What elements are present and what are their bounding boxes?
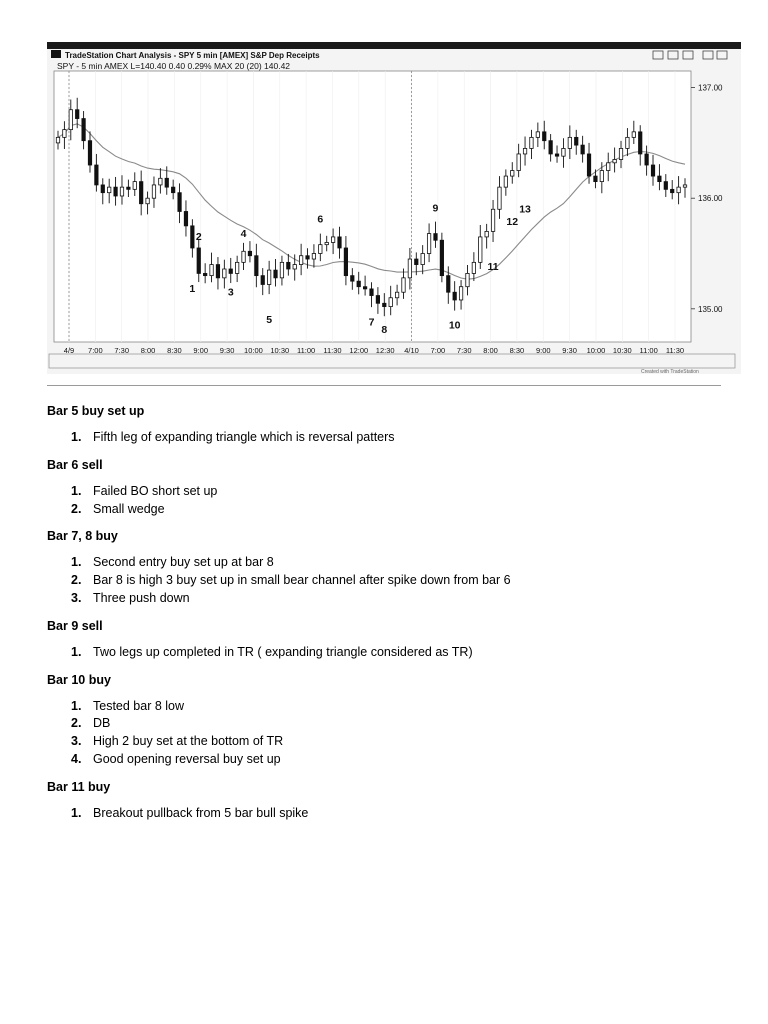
candle-body — [338, 237, 341, 248]
candle-body — [223, 269, 226, 278]
list-item-text: DB — [93, 716, 111, 731]
bar-number-label: 13 — [519, 203, 531, 216]
x-tick-label: 8:30 — [167, 346, 182, 355]
section-heading: Bar 6 sell — [47, 457, 103, 472]
list-number: 2. — [71, 716, 82, 731]
x-tick-label: 8:30 — [509, 346, 525, 355]
candle-body — [658, 176, 661, 182]
candle-body — [56, 137, 59, 143]
x-tick-label: 11:30 — [665, 346, 685, 355]
candle-body — [671, 189, 674, 192]
x-tick-label: 4/9 — [63, 346, 75, 355]
window-title: TradeStation Chart Analysis - SPY 5 min [AMEX] S&P Dep Receipts — [65, 51, 320, 60]
list-number: 1. — [71, 644, 82, 659]
bar-number-label: 7 — [368, 316, 375, 329]
candle-body — [498, 187, 501, 209]
candle-body — [133, 182, 136, 190]
candle-body — [459, 287, 462, 300]
bar-number-label: 6 — [317, 213, 324, 226]
candle-body — [651, 165, 654, 176]
list-item-text: Good opening reversal buy set up — [93, 751, 281, 766]
list-item-text: Failed BO short set up — [93, 483, 218, 498]
bar-number-label: 1 — [189, 283, 196, 296]
candle-body — [408, 259, 411, 278]
list-item — [47, 715, 727, 733]
bar-number-label: 10 — [448, 319, 461, 332]
candle-body — [504, 176, 507, 187]
candle-body — [325, 242, 328, 244]
list-item-text: Small wedge — [93, 501, 165, 516]
candle-body — [178, 193, 181, 212]
list-item — [47, 429, 727, 447]
candle-body — [203, 273, 206, 275]
window-title-bar — [47, 42, 741, 49]
candle-body — [351, 276, 354, 282]
candle-body — [395, 292, 398, 298]
list-item-text: Bar 8 is high 3 buy set up in small bear channel after spike down from bar 6 — [93, 573, 511, 588]
list-item-text: Two legs up completed in TR ( expanding triangle considered as TR) — [93, 644, 473, 659]
candle-body — [357, 281, 360, 287]
list-number: 2. — [71, 501, 82, 516]
candle-body — [152, 185, 155, 198]
chart-credit: Created with TradeStation — [641, 369, 699, 374]
list-number: 1. — [71, 698, 82, 713]
candle-body — [517, 154, 520, 171]
x-tick-label: 12:00 — [349, 346, 369, 355]
x-tick-label: 12:30 — [375, 346, 395, 355]
candle-body — [402, 278, 405, 292]
symbol-info-line: SPY - 5 min AMEX L=140.40 0.40 0.29% MAX 20 (20) 140.42 — [57, 61, 291, 71]
candle-body — [242, 251, 245, 262]
candle-body — [344, 248, 347, 276]
candle-body — [434, 234, 437, 241]
list-number: 1. — [71, 430, 82, 444]
candle-body — [267, 270, 270, 284]
list-item-text: Breakout pullback from 5 bar bull spike — [93, 805, 309, 820]
section-heading: Bar 11 buy — [47, 779, 111, 794]
horizontal-divider — [47, 385, 721, 386]
bar-number-label: 12 — [506, 215, 519, 228]
candle-body — [511, 171, 514, 177]
candle-body — [389, 298, 392, 307]
list-item-text: Tested bar 8 low — [93, 698, 185, 713]
candle-body — [139, 182, 142, 204]
candle-body — [370, 289, 373, 296]
bar-number-label: 4 — [240, 227, 247, 240]
x-tick-label: 9:30 — [562, 346, 577, 355]
list-number: 4. — [71, 751, 82, 766]
candle-body — [248, 251, 251, 255]
list-item-text: Three push down — [93, 590, 190, 605]
candle-body — [415, 259, 418, 265]
list-item — [47, 805, 727, 823]
candle-body — [440, 240, 443, 275]
list-item — [47, 572, 727, 590]
x-tick-label: 11:00 — [297, 346, 316, 355]
x-tick-label: 7:30 — [114, 346, 130, 355]
app-icon — [51, 50, 61, 58]
candle-body — [331, 237, 334, 243]
candle-body — [581, 145, 584, 154]
candle-body — [293, 265, 296, 269]
candle-body — [261, 276, 264, 285]
section-heading: Bar 7, 8 buy — [47, 529, 118, 544]
list-item-text: Second entry buy set up at bar 8 — [93, 555, 274, 570]
candle-body — [274, 270, 277, 278]
candle-body — [523, 148, 526, 154]
candle-body — [255, 256, 258, 276]
numbered-list — [47, 429, 727, 447]
candle-body — [632, 132, 635, 138]
candlestick-chart — [47, 42, 741, 374]
list-item — [47, 644, 727, 662]
list-number: 2. — [71, 573, 82, 588]
bar-number-label: 11 — [487, 261, 499, 274]
list-number: 3. — [71, 734, 82, 749]
x-tick-label: 10:30 — [270, 346, 290, 355]
list-item — [47, 554, 727, 572]
candle-body — [479, 237, 482, 262]
candle-body — [299, 256, 302, 265]
list-number: 3. — [71, 590, 82, 605]
x-tick-label: 4/10 — [404, 346, 419, 355]
candle-body — [280, 262, 283, 277]
candle-body — [165, 178, 168, 187]
candle-body — [683, 185, 686, 187]
x-tick-label: 9:00 — [535, 346, 551, 355]
section-heading: Bar 9 sell — [47, 618, 103, 633]
candle-body — [197, 248, 200, 273]
bar-number-label: 5 — [266, 314, 273, 327]
candle-body — [383, 303, 386, 306]
candle-body — [191, 226, 194, 248]
numbered-list — [47, 805, 727, 823]
x-tick-label: 10:00 — [244, 346, 263, 355]
candle-body — [555, 154, 558, 156]
candle-body — [75, 110, 78, 119]
candle-body — [607, 163, 610, 171]
candle-body — [107, 187, 110, 193]
list-item — [47, 590, 727, 608]
x-tick-label: 7:30 — [456, 346, 472, 355]
candle-body — [664, 182, 667, 190]
x-tick-label: 8:00 — [140, 346, 156, 355]
candle-body — [63, 130, 66, 138]
candle-body — [210, 265, 213, 276]
candle-body — [575, 137, 578, 145]
candle-body — [421, 254, 424, 265]
candle-body — [146, 198, 149, 204]
candle-body — [639, 132, 642, 154]
list-item — [47, 698, 727, 716]
candle-body — [171, 187, 174, 193]
candle-body — [82, 119, 85, 141]
x-tick-label: 9:30 — [219, 346, 235, 355]
candle-body — [363, 287, 366, 289]
section-heading: Bar 5 buy set up — [47, 404, 145, 418]
candle-body — [619, 148, 622, 159]
candle-body — [594, 176, 597, 182]
list-item-text: Fifth leg of expanding triangle which is reversal patters — [93, 430, 395, 444]
numbered-list — [47, 483, 727, 519]
candle-body — [530, 137, 533, 148]
y-tick-label: 137.00 — [698, 83, 723, 93]
bar-number-label: 3 — [227, 286, 234, 299]
list-number: 1. — [71, 483, 82, 498]
section-heading: Bar 10 buy — [47, 672, 111, 687]
bar-number-label: 9 — [432, 202, 439, 215]
candle-body — [69, 110, 72, 130]
x-tick-label: 11:30 — [323, 346, 342, 355]
candle-body — [159, 178, 162, 185]
y-tick-label: 136.00 — [698, 194, 723, 204]
candle-body — [587, 154, 590, 176]
x-tick-label: 7:00 — [430, 346, 446, 355]
x-tick-label: 11:00 — [639, 346, 658, 355]
x-tick-label: 10:00 — [586, 346, 606, 355]
candle-body — [95, 165, 98, 185]
candle-body — [127, 187, 130, 189]
candle-body — [677, 187, 680, 193]
y-tick-label: 135.00 — [698, 304, 723, 314]
candle-body — [216, 265, 219, 278]
candle-body — [120, 187, 123, 196]
candle-body — [235, 262, 238, 273]
list-item — [47, 501, 727, 519]
numbered-list — [47, 644, 727, 662]
candle-body — [491, 209, 494, 231]
candle-body — [453, 292, 456, 300]
candle-body — [114, 187, 117, 196]
list-item — [47, 733, 727, 751]
candle-body — [306, 256, 309, 259]
candle-body — [626, 137, 629, 148]
list-item — [47, 483, 727, 501]
candle-body — [543, 132, 546, 141]
x-tick-label: 10:30 — [612, 346, 632, 355]
list-number: 1. — [71, 555, 82, 570]
candle-body — [536, 132, 539, 138]
candle-body — [312, 254, 315, 260]
candle-body — [229, 269, 232, 273]
candle-body — [88, 141, 91, 165]
candle-body — [549, 141, 552, 154]
candle-body — [472, 262, 475, 273]
bar-number-label: 2 — [195, 231, 202, 244]
candle-body — [376, 296, 379, 304]
x-tick-label: 7:00 — [88, 346, 103, 355]
plot-area — [54, 71, 691, 342]
candle-body — [600, 171, 603, 182]
candle-body — [613, 159, 616, 162]
numbered-list — [47, 554, 727, 607]
list-number: 1. — [71, 805, 82, 820]
candle-body — [562, 148, 565, 156]
price-chart-image — [47, 42, 741, 374]
bar-number-label: 8 — [381, 324, 388, 337]
candle-body — [447, 276, 450, 293]
candle-body — [645, 154, 648, 165]
candle-body — [485, 231, 488, 237]
candle-body — [184, 211, 187, 225]
list-item-text: High 2 buy set at the bottom of TR — [93, 734, 284, 749]
candle-body — [427, 234, 430, 254]
numbered-list — [47, 698, 727, 769]
x-tick-label: 9:00 — [193, 346, 209, 355]
candle-body — [319, 245, 322, 254]
candle-body — [568, 137, 571, 148]
candle-body — [101, 185, 104, 193]
candle-body — [287, 262, 290, 269]
candle-body — [466, 273, 469, 286]
x-tick-label: 8:00 — [483, 346, 498, 355]
trade-notes — [47, 402, 727, 832]
list-item — [47, 751, 727, 769]
